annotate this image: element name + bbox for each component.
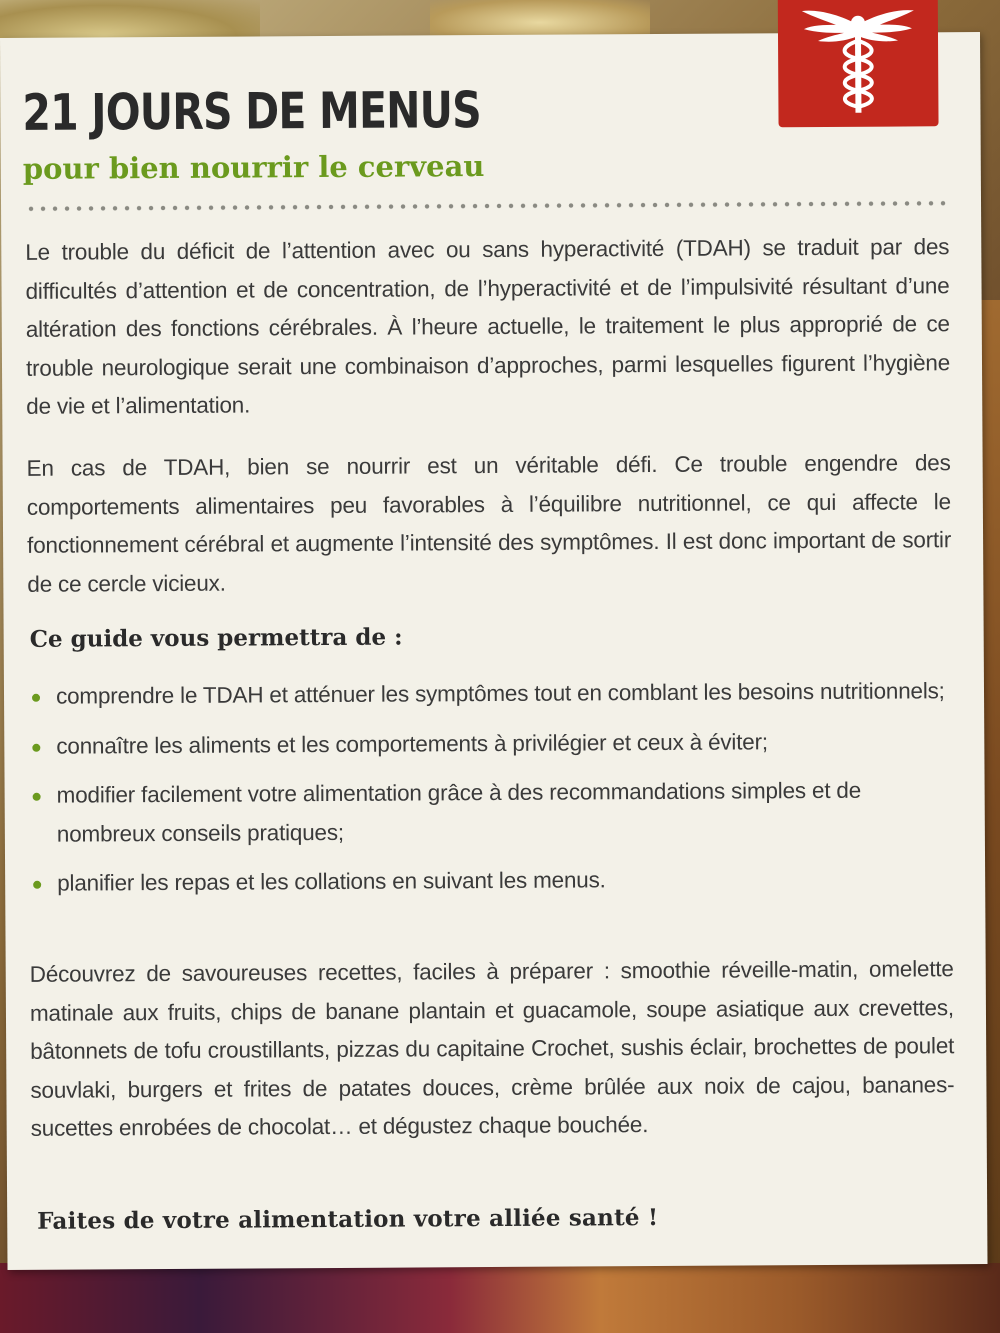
guide-heading: Ce guide vous permettra de : (29, 623, 403, 653)
caduceus-icon (800, 0, 917, 123)
list-item (29, 859, 955, 903)
list-item (29, 771, 955, 854)
guide-list (28, 672, 955, 914)
bullet-icon (32, 743, 40, 751)
bullet-icon (33, 881, 41, 889)
closing-tagline: Faites de votre alimentation votre alliée santé ! (37, 1204, 659, 1235)
list-item (28, 672, 954, 716)
list-item-text: comprendre le TDAH et atténuer les symptômes tout en comblant les besoins nutritionnels; (55, 678, 945, 709)
back-cover-card (0, 32, 988, 1270)
list-item-text: connaître les aliments et les comportements à privilégier et ceux à éviter; (56, 728, 768, 759)
list-item-text: modifier facilement votre alimentation grâce à des recommandations simples et de nombreux conseils pratiques; (56, 777, 862, 847)
medical-logo-badge (778, 0, 939, 127)
book-title: 21 JOURS DE MENUS (22, 81, 482, 142)
recipes-paragraph: Découvrez de savoureuses recettes, faciles à préparer : smoothie réveille-matin, omelette matinale aux fruits, chips de banane plantain et guacamole, soupe asiatique aux crevettes, bâtonnets de tofu croustillants, pizzas du capitaine Crochet, sushis éclair, brochettes de poulet souvlaki, burgers et frites de patates douces, crème brûlée aux noix de cajou, bananes-sucettes enrobées de chocolat… et dégustez chaque bouchée. (29, 956, 955, 1141)
background-food-bottom (0, 1263, 1000, 1333)
list-item-text: planifier les repas et les collations en suivant les menus. (57, 867, 606, 896)
intro-paragraph-1: Le trouble du déficit de l’attention avec ou sans hyperactivité (TDAH) se traduit par des difficultés d’attention et de concentration, de l’hyperactivité et de l’impulsivité résultant d’une altération des fonctions cérébrales. À l’heure actuelle, le traitement le plus approprié de ce trouble neurologique serait une combinaison d’approches, parmi lesquelles figurent l’hygiène de vie et l’alimentation. (25, 234, 951, 419)
bullet-icon (33, 793, 41, 801)
bullet-icon (32, 694, 40, 702)
dotted-divider (25, 200, 951, 212)
list-item (28, 722, 954, 766)
book-subtitle: pour bien nourrir le cerveau (22, 149, 485, 186)
intro-paragraph-2: En cas de TDAH, bien se nourrir est un véritable défi. Ce trouble engendre des comportements alimentaires peu favorables à l’équilibre nutritionnel, ce qui affecte le fonctionnement cérébral et augmente l’intensité des symptômes. Il est donc important de sortir de ce cercle vicieux. (26, 450, 952, 597)
